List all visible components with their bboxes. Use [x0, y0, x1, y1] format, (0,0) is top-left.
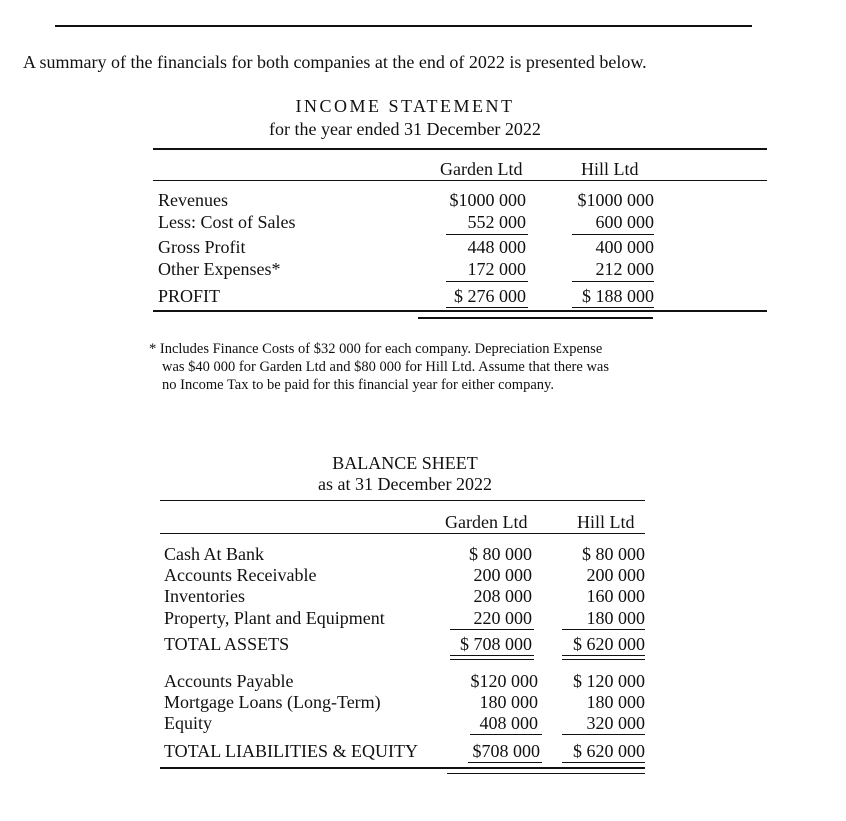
intro-text: A summary of the financials for both companies at the end of 2022 is presented below. — [23, 52, 647, 72]
is-header-top-rule — [153, 148, 767, 150]
is-row-label: Other Expenses* — [158, 259, 281, 279]
bs-row-garden-total-le: $708 000 — [472, 741, 540, 761]
bs-row-hill: 180 000 — [586, 608, 645, 628]
bs-row-hill: 200 000 — [586, 565, 645, 585]
bs-row-label-total-assets: TOTAL ASSETS — [164, 634, 290, 654]
is-row-garden-profit: $ 276 000 — [454, 286, 526, 306]
is-row-garden: 552 000 — [467, 212, 526, 232]
is-bottom-rule — [153, 310, 767, 312]
is-row-hill-profit: $ 188 000 — [582, 286, 654, 306]
bs-col-hill: Hill Ltd — [577, 512, 635, 532]
is-row-garden: 448 000 — [467, 237, 526, 257]
bs-total-rule — [562, 659, 645, 660]
is-subtotal-rule — [446, 234, 528, 235]
footnote-line: was $40 000 for Garden Ltd and $80 000 for Hill Ltd. Assume that there was — [162, 359, 609, 375]
bs-total-rule — [450, 655, 534, 656]
bs-row-garden: 220 000 — [473, 608, 532, 628]
bs-subtotal-rule — [450, 629, 534, 630]
bs-row-hill: $ 120 000 — [573, 671, 645, 691]
income-statement-subtitle: for the year ended 31 December 2022 — [269, 119, 541, 139]
bs-row-label: Equity — [164, 713, 212, 733]
is-total-rule — [446, 307, 528, 308]
bs-header-top-rule — [160, 500, 645, 501]
bs-row-label: Accounts Payable — [164, 671, 294, 691]
is-total-rule — [572, 307, 654, 308]
top-divider — [55, 25, 752, 27]
bs-row-label: Cash At Bank — [164, 544, 265, 564]
is-row-label-profit: PROFIT — [158, 286, 221, 306]
bs-row-hill: 320 000 — [586, 713, 645, 733]
footnote-line: * Includes Finance Costs of $32 000 for each company. Depreciation Expense — [149, 341, 603, 357]
bs-total-rule — [450, 659, 534, 660]
bs-row-garden: 200 000 — [473, 565, 532, 585]
bs-row-hill: 160 000 — [586, 586, 645, 606]
bs-row-label: Mortgage Loans (Long-Term) — [164, 692, 381, 712]
bs-total-rule — [562, 762, 645, 763]
is-row-garden: $1000 000 — [449, 190, 526, 210]
is-col-hill: Hill Ltd — [581, 159, 639, 179]
bs-subtotal-rule — [562, 629, 645, 630]
bs-row-garden: 408 000 — [479, 713, 538, 733]
bs-row-garden: $ 80 000 — [469, 544, 532, 564]
is-bottom-rule-short — [418, 317, 653, 319]
is-header-bottom-rule — [153, 180, 767, 181]
is-row-garden: 172 000 — [467, 259, 526, 279]
is-subtotal-rule — [572, 234, 654, 235]
bs-bottom-rule-short — [447, 773, 645, 774]
is-row-label: Less: Cost of Sales — [158, 212, 296, 232]
bs-total-rule — [562, 655, 645, 656]
bs-row-label: Accounts Receivable — [164, 565, 317, 585]
bs-col-garden: Garden Ltd — [445, 512, 528, 532]
is-row-label: Revenues — [158, 190, 228, 210]
is-row-hill: 400 000 — [595, 237, 654, 257]
bs-row-hill-total-assets: $ 620 000 — [573, 634, 645, 654]
bs-bottom-rule — [160, 767, 645, 769]
bs-row-garden: 208 000 — [473, 586, 532, 606]
bs-row-hill: 180 000 — [586, 692, 645, 712]
bs-header-bottom-rule — [160, 533, 645, 534]
bs-total-rule — [468, 762, 542, 763]
bs-row-label: Inventories — [164, 586, 245, 606]
is-row-hill: 212 000 — [595, 259, 654, 279]
is-col-garden: Garden Ltd — [440, 159, 523, 179]
bs-row-hill: $ 80 000 — [582, 544, 645, 564]
is-subtotal-rule — [446, 281, 528, 282]
balance-sheet-title: BALANCE SHEET — [332, 453, 478, 473]
bs-subtotal-rule — [470, 734, 542, 735]
bs-row-garden-total-assets: $ 708 000 — [460, 634, 532, 654]
footnote-line: no Income Tax to be paid for this financial year for either company. — [162, 377, 554, 393]
income-statement-title: INCOME STATEMENT — [295, 96, 515, 116]
is-row-hill: 600 000 — [595, 212, 654, 232]
balance-sheet-subtitle: as at 31 December 2022 — [318, 474, 492, 494]
is-subtotal-rule — [572, 281, 654, 282]
bs-row-garden: $120 000 — [470, 671, 538, 691]
bs-row-label-total-le: TOTAL LIABILITIES & EQUITY — [164, 741, 419, 761]
bs-row-label: Property, Plant and Equipment — [164, 608, 385, 628]
is-row-label: Gross Profit — [158, 237, 246, 257]
bs-subtotal-rule — [562, 734, 645, 735]
bs-row-hill-total-le: $ 620 000 — [573, 741, 645, 761]
is-row-hill: $1000 000 — [577, 190, 654, 210]
bs-row-garden: 180 000 — [479, 692, 538, 712]
